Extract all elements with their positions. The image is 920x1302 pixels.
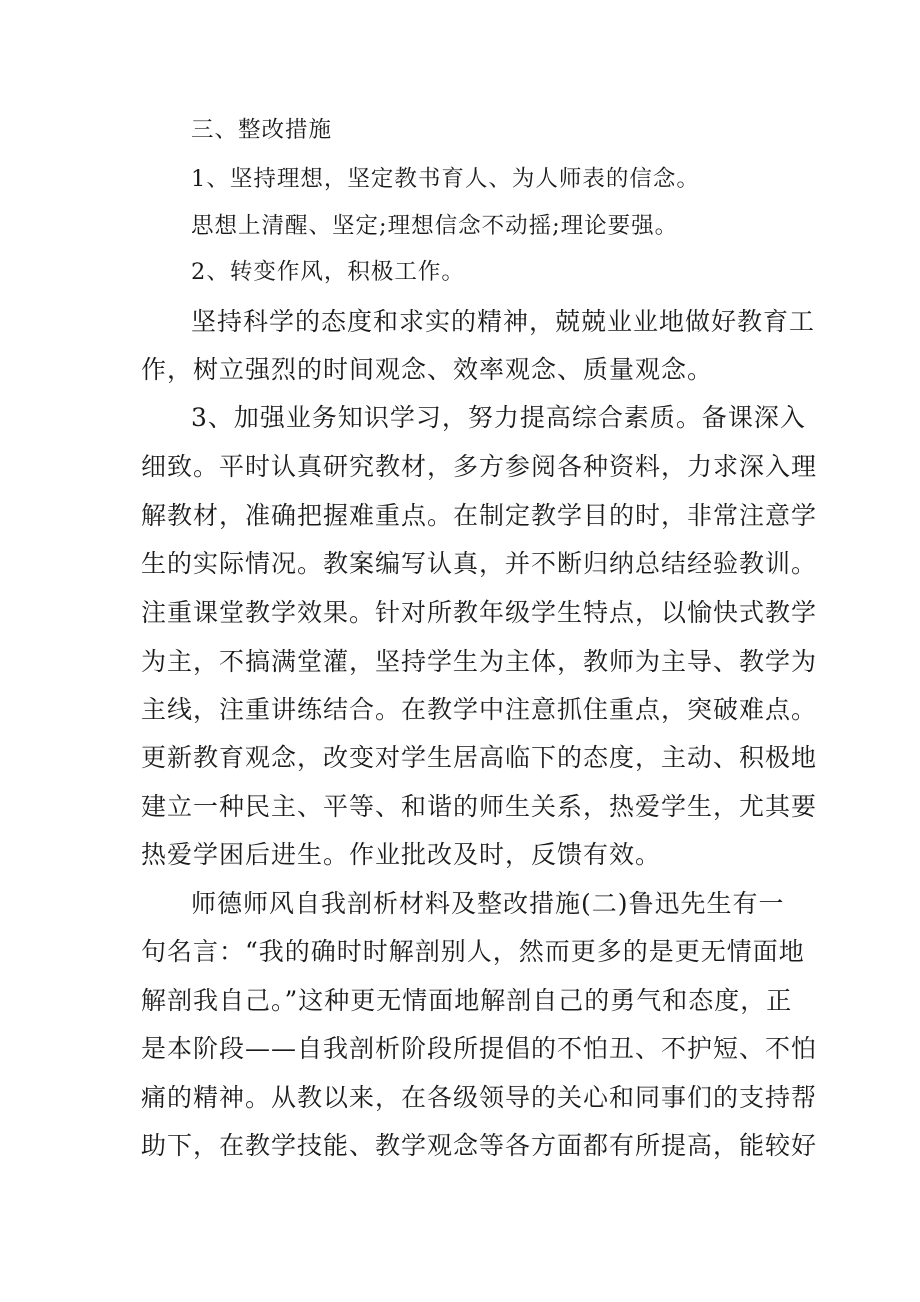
body-line: 为主，不搞满堂灌，坚持学生为主体，教师为主导、教学为 — [141, 647, 818, 676]
body-line: 作，树立强烈的时间观念、效率观念、质量观念。 — [141, 355, 714, 384]
body-line: 生的实际情况。教案编写认真，并不断归纳总结经验教训。 — [141, 549, 818, 578]
body-line: 解剖我自己。”这种更无情面地解剖自己的勇气和态度，正 — [141, 986, 793, 1015]
body-line: 热爱学困后进生。作业批改及时，反馈有效。 — [141, 840, 662, 869]
section-heading: 三、整改措施 — [191, 117, 333, 143]
body-line: 坚持科学的态度和求实的精神，兢兢业业地做好教育工 — [191, 307, 816, 336]
body-line: 细致。平时认真研究教材，多方参阅各种资料，力求深入理 — [141, 452, 818, 481]
body-line: 痛的精神。从教以来，在各级领导的关心和同事们的支持帮 — [141, 1083, 818, 1112]
measure-3-title: 3、加强业务知识学习，努力提高综合素质。备课深入 — [191, 403, 806, 432]
body-line: 是本阶段——自我剖析阶段所提倡的不怕丑、不护短、不怕 — [141, 1034, 818, 1063]
body-line: 解教材，准确把握难重点。在制定教学目的时，非常注意学 — [141, 501, 818, 530]
body-line: 主线，注重讲练结合。在教学中注意抓住重点，突破难点。 — [141, 695, 818, 724]
measure-1-detail: 思想上清醒、坚定;理想信念不动摇;理论要强。 — [191, 213, 679, 239]
body-line: 建立一种民主、平等、和谐的师生关系，热爱学生，尤其要 — [141, 792, 818, 821]
body-line: 句名言：“我的确时时解剖别人，然而更多的是更无情面地 — [141, 937, 805, 966]
measure-1-title: 1、坚持理想，坚定教书育人、为人师表的信念。 — [191, 166, 700, 192]
body-line: 注重课堂教学效果。针对所教年级学生特点，以愉快式教学 — [141, 598, 818, 627]
section-2-intro: 师德师风自我剖析材料及整改措施(二)鲁迅先生有一 — [191, 889, 785, 918]
body-line: 助下，在教学技能、教学观念等各方面都有所提高，能较好 — [141, 1131, 818, 1160]
measure-2-title: 2、转变作风，积极工作。 — [191, 259, 465, 285]
body-line: 更新教育观念，改变对学生居高临下的态度，主动、积极地 — [141, 743, 818, 772]
